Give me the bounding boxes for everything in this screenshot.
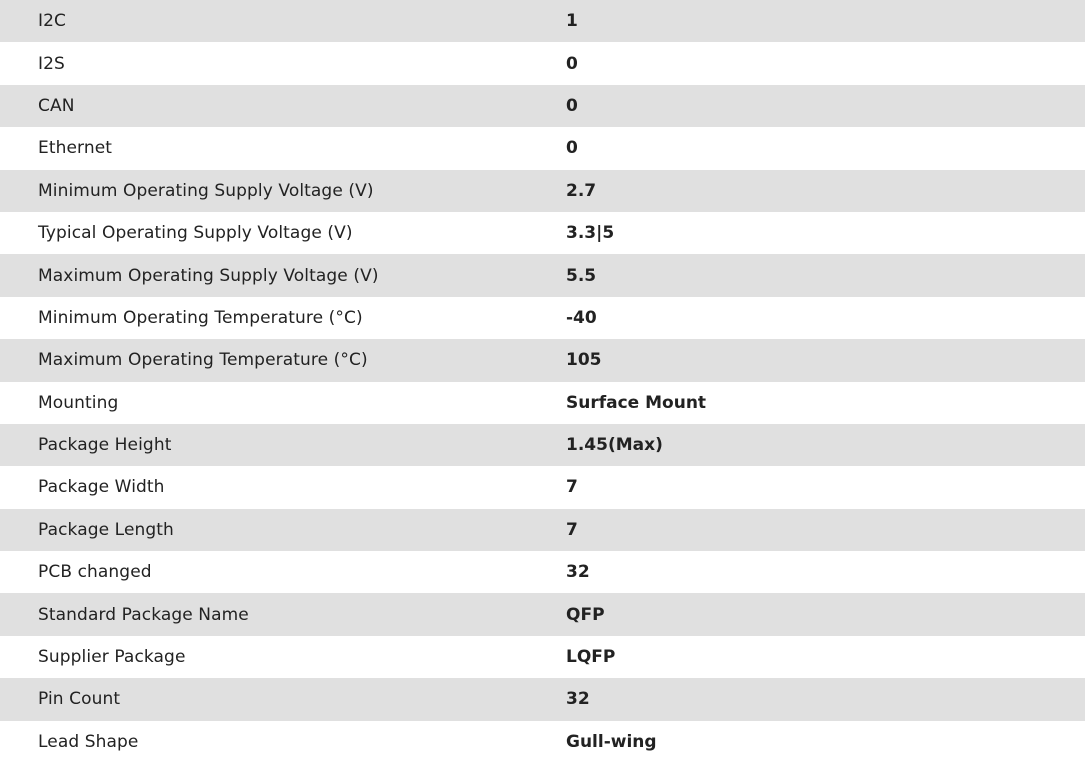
spec-value: 0 bbox=[566, 53, 578, 74]
spec-label: Package Width bbox=[38, 477, 165, 498]
spec-row-package-length bbox=[0, 509, 1085, 551]
spec-row-max-temperature bbox=[0, 339, 1085, 381]
spec-label: PCB changed bbox=[38, 562, 152, 583]
spec-label: Typical Operating Supply Voltage (V) bbox=[38, 223, 353, 244]
spec-row-standard-package-name bbox=[0, 593, 1085, 635]
spec-row-can bbox=[0, 85, 1085, 127]
spec-label: CAN bbox=[38, 95, 75, 116]
spec-row-min-temperature bbox=[0, 297, 1085, 339]
spec-label: Package Height bbox=[38, 435, 172, 456]
spec-row-max-supply-voltage bbox=[0, 254, 1085, 296]
spec-row-package-width bbox=[0, 466, 1085, 508]
spec-row-i2c bbox=[0, 0, 1085, 42]
spec-label: Minimum Operating Supply Voltage (V) bbox=[38, 180, 374, 201]
spec-value: LQFP bbox=[566, 647, 616, 668]
spec-label: Ethernet bbox=[38, 138, 113, 159]
spec-row-min-supply-voltage bbox=[0, 170, 1085, 212]
spec-value: 7 bbox=[566, 477, 578, 498]
spec-value: 5.5 bbox=[566, 265, 597, 286]
spec-value: 105 bbox=[566, 350, 602, 371]
spec-value: 1 bbox=[566, 11, 578, 32]
spec-row-package-height bbox=[0, 424, 1085, 466]
spec-value: 0 bbox=[566, 95, 578, 116]
spec-row-ethernet bbox=[0, 127, 1085, 169]
spec-row-i2s bbox=[0, 42, 1085, 84]
spec-row-pin-count bbox=[0, 678, 1085, 720]
spec-value: Surface Mount bbox=[566, 392, 707, 413]
spec-label: Minimum Operating Temperature (°C) bbox=[38, 307, 363, 328]
spec-row-pcb-changed bbox=[0, 551, 1085, 593]
spec-value: 0 bbox=[566, 138, 578, 159]
spec-label: Supplier Package bbox=[38, 647, 186, 668]
spec-value: 32 bbox=[566, 689, 590, 710]
spec-value: 1.45(Max) bbox=[566, 435, 663, 456]
spec-label: Standard Package Name bbox=[38, 604, 249, 625]
spec-value: 3.3|5 bbox=[566, 223, 615, 244]
spec-label: Package Length bbox=[38, 519, 174, 540]
spec-value: 7 bbox=[566, 519, 578, 540]
spec-value: 32 bbox=[566, 562, 590, 583]
spec-value: -40 bbox=[566, 307, 597, 328]
spec-value: Gull-wing bbox=[566, 731, 657, 752]
spec-label: I2S bbox=[38, 53, 65, 74]
spec-label: Mounting bbox=[38, 392, 119, 413]
spec-row-lead-shape bbox=[0, 721, 1085, 763]
spec-label: Lead Shape bbox=[38, 731, 139, 752]
spec-row-supplier-package bbox=[0, 636, 1085, 678]
spec-row-typ-supply-voltage bbox=[0, 212, 1085, 254]
spec-value: 2.7 bbox=[566, 180, 597, 201]
spec-label: Maximum Operating Supply Voltage (V) bbox=[38, 265, 379, 286]
spec-label: I2C bbox=[38, 11, 66, 32]
spec-label: Maximum Operating Temperature (°C) bbox=[38, 350, 368, 371]
spec-value: QFP bbox=[566, 604, 605, 625]
spec-label: Pin Count bbox=[38, 689, 121, 710]
spec-row-mounting bbox=[0, 382, 1085, 424]
